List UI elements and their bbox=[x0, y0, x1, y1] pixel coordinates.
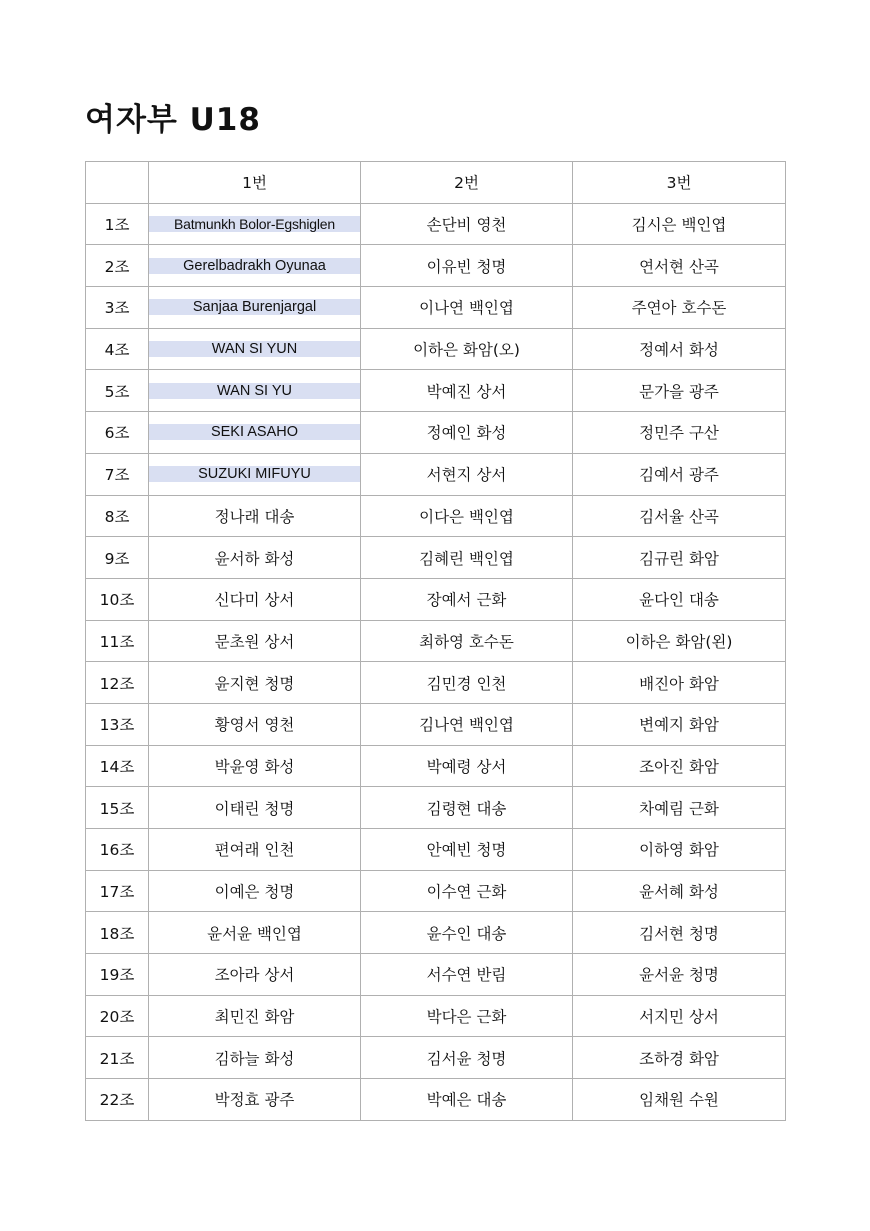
player-cell-2: 박예진 상서 bbox=[361, 370, 573, 412]
group-label: 3조 bbox=[86, 287, 149, 329]
page-title: 여자부 U18 bbox=[85, 102, 261, 138]
player-cell-1: 정나래 대송 bbox=[149, 495, 361, 537]
group-label: 12조 bbox=[86, 662, 149, 704]
player-cell-1: 박정효 광주 bbox=[149, 1079, 361, 1121]
player-cell-foreign bbox=[149, 287, 361, 329]
table-row bbox=[86, 995, 786, 1037]
player-cell-3: 문가을 광주 bbox=[573, 370, 786, 412]
player-name: WAN SI YUN bbox=[149, 341, 360, 357]
player-cell-2: 김령현 대송 bbox=[361, 787, 573, 829]
player-cell-3: 김서율 산곡 bbox=[573, 495, 786, 537]
player-cell-1: 윤서하 화성 bbox=[149, 537, 361, 579]
group-label: 10조 bbox=[86, 578, 149, 620]
table-row bbox=[86, 829, 786, 871]
player-cell-2: 이하은 화암(오) bbox=[361, 328, 573, 370]
group-label: 6조 bbox=[86, 412, 149, 454]
player-cell-3: 윤다인 대송 bbox=[573, 578, 786, 620]
table-row bbox=[86, 578, 786, 620]
player-cell-2: 서수연 반림 bbox=[361, 954, 573, 996]
table-row bbox=[86, 412, 786, 454]
player-cell-3: 임채원 수원 bbox=[573, 1079, 786, 1121]
player-cell-2: 최하영 호수돈 bbox=[361, 620, 573, 662]
player-cell-3: 김예서 광주 bbox=[573, 453, 786, 495]
player-name: SUZUKI MIFUYU bbox=[149, 466, 360, 482]
player-cell-foreign bbox=[149, 412, 361, 454]
group-label: 13조 bbox=[86, 703, 149, 745]
player-name: Sanjaa Burenjargal bbox=[149, 299, 360, 315]
table-row bbox=[86, 203, 786, 245]
player-cell-3: 차예림 근화 bbox=[573, 787, 786, 829]
group-label: 22조 bbox=[86, 1079, 149, 1121]
player-cell-3: 정예서 화성 bbox=[573, 328, 786, 370]
player-cell-2: 김나연 백인엽 bbox=[361, 703, 573, 745]
player-cell-2: 이다은 백인엽 bbox=[361, 495, 573, 537]
table-row bbox=[86, 662, 786, 704]
player-cell-1: 황영서 영천 bbox=[149, 703, 361, 745]
player-cell-3: 배진아 화암 bbox=[573, 662, 786, 704]
player-cell-2: 이유빈 청명 bbox=[361, 245, 573, 287]
player-cell-2: 장예서 근화 bbox=[361, 578, 573, 620]
player-cell-3: 김규린 화암 bbox=[573, 537, 786, 579]
player-cell-2: 박예은 대송 bbox=[361, 1079, 573, 1121]
table-row bbox=[86, 954, 786, 996]
group-label: 18조 bbox=[86, 912, 149, 954]
group-label: 4조 bbox=[86, 328, 149, 370]
player-cell-2: 이나연 백인엽 bbox=[361, 287, 573, 329]
player-cell-1: 조아라 상서 bbox=[149, 954, 361, 996]
player-cell-2: 정예인 화성 bbox=[361, 412, 573, 454]
table-row bbox=[86, 745, 786, 787]
player-cell-1: 이태린 청명 bbox=[149, 787, 361, 829]
group-label: 15조 bbox=[86, 787, 149, 829]
player-cell-2: 김혜린 백인엽 bbox=[361, 537, 573, 579]
player-name: SEKI ASAHO bbox=[149, 424, 360, 440]
table-row bbox=[86, 870, 786, 912]
player-cell-3: 변예지 화암 bbox=[573, 703, 786, 745]
group-label: 7조 bbox=[86, 453, 149, 495]
group-label: 1조 bbox=[86, 203, 149, 245]
group-label: 9조 bbox=[86, 537, 149, 579]
header-slot-1: 1번 bbox=[149, 162, 361, 204]
group-label: 21조 bbox=[86, 1037, 149, 1079]
player-cell-1: 윤서윤 백인엽 bbox=[149, 912, 361, 954]
table-row bbox=[86, 912, 786, 954]
player-cell-2: 이수연 근화 bbox=[361, 870, 573, 912]
player-cell-2: 윤수인 대송 bbox=[361, 912, 573, 954]
table-row bbox=[86, 245, 786, 287]
draw-table bbox=[85, 161, 786, 1121]
table-row bbox=[86, 703, 786, 745]
player-cell-1: 박윤영 화성 bbox=[149, 745, 361, 787]
player-cell-1: 이예은 청명 bbox=[149, 870, 361, 912]
player-cell-2: 김서윤 청명 bbox=[361, 1037, 573, 1079]
player-cell-3: 김시은 백인엽 bbox=[573, 203, 786, 245]
player-cell-3: 주연아 호수돈 bbox=[573, 287, 786, 329]
table-row bbox=[86, 453, 786, 495]
table-row bbox=[86, 1037, 786, 1079]
player-name: Gerelbadrakh Oyunaa bbox=[149, 258, 360, 274]
player-cell-foreign bbox=[149, 453, 361, 495]
player-cell-foreign bbox=[149, 245, 361, 287]
player-cell-2: 박다은 근화 bbox=[361, 995, 573, 1037]
player-cell-1: 편여래 인천 bbox=[149, 829, 361, 871]
group-label: 20조 bbox=[86, 995, 149, 1037]
player-cell-3: 김서현 청명 bbox=[573, 912, 786, 954]
player-cell-foreign bbox=[149, 370, 361, 412]
table-row bbox=[86, 787, 786, 829]
player-cell-3: 서지민 상서 bbox=[573, 995, 786, 1037]
table-row bbox=[86, 287, 786, 329]
table-row bbox=[86, 370, 786, 412]
player-cell-foreign bbox=[149, 328, 361, 370]
group-label: 14조 bbox=[86, 745, 149, 787]
table-row bbox=[86, 495, 786, 537]
group-label: 5조 bbox=[86, 370, 149, 412]
header-row bbox=[86, 162, 786, 204]
player-name: WAN SI YU bbox=[149, 383, 360, 399]
player-cell-3: 윤서혜 화성 bbox=[573, 870, 786, 912]
player-cell-2: 손단비 영천 bbox=[361, 203, 573, 245]
group-label: 16조 bbox=[86, 829, 149, 871]
player-cell-foreign bbox=[149, 203, 361, 245]
player-cell-3: 연서현 산곡 bbox=[573, 245, 786, 287]
player-cell-2: 박예령 상서 bbox=[361, 745, 573, 787]
group-label: 19조 bbox=[86, 954, 149, 996]
header-slot-3: 3번 bbox=[573, 162, 786, 204]
group-label: 17조 bbox=[86, 870, 149, 912]
player-cell-1: 최민진 화암 bbox=[149, 995, 361, 1037]
player-cell-1: 문초원 상서 bbox=[149, 620, 361, 662]
player-cell-3: 이하은 화암(왼) bbox=[573, 620, 786, 662]
group-label: 11조 bbox=[86, 620, 149, 662]
player-cell-2: 서현지 상서 bbox=[361, 453, 573, 495]
table-row bbox=[86, 328, 786, 370]
player-cell-1: 김하늘 화성 bbox=[149, 1037, 361, 1079]
group-label: 2조 bbox=[86, 245, 149, 287]
table-row bbox=[86, 537, 786, 579]
player-name: Batmunkh Bolor-Egshiglen bbox=[149, 216, 360, 232]
player-cell-2: 안예빈 청명 bbox=[361, 829, 573, 871]
player-cell-3: 조하경 화암 bbox=[573, 1037, 786, 1079]
player-cell-3: 정민주 구산 bbox=[573, 412, 786, 454]
table-row bbox=[86, 1079, 786, 1121]
player-cell-3: 윤서윤 청명 bbox=[573, 954, 786, 996]
group-label: 8조 bbox=[86, 495, 149, 537]
table-row bbox=[86, 620, 786, 662]
table-body bbox=[86, 203, 786, 1120]
header-corner bbox=[86, 162, 149, 204]
player-cell-2: 김민경 인천 bbox=[361, 662, 573, 704]
player-cell-1: 윤지현 청명 bbox=[149, 662, 361, 704]
header-slot-2: 2번 bbox=[361, 162, 573, 204]
player-cell-3: 이하영 화암 bbox=[573, 829, 786, 871]
player-cell-1: 신다미 상서 bbox=[149, 578, 361, 620]
player-cell-3: 조아진 화암 bbox=[573, 745, 786, 787]
